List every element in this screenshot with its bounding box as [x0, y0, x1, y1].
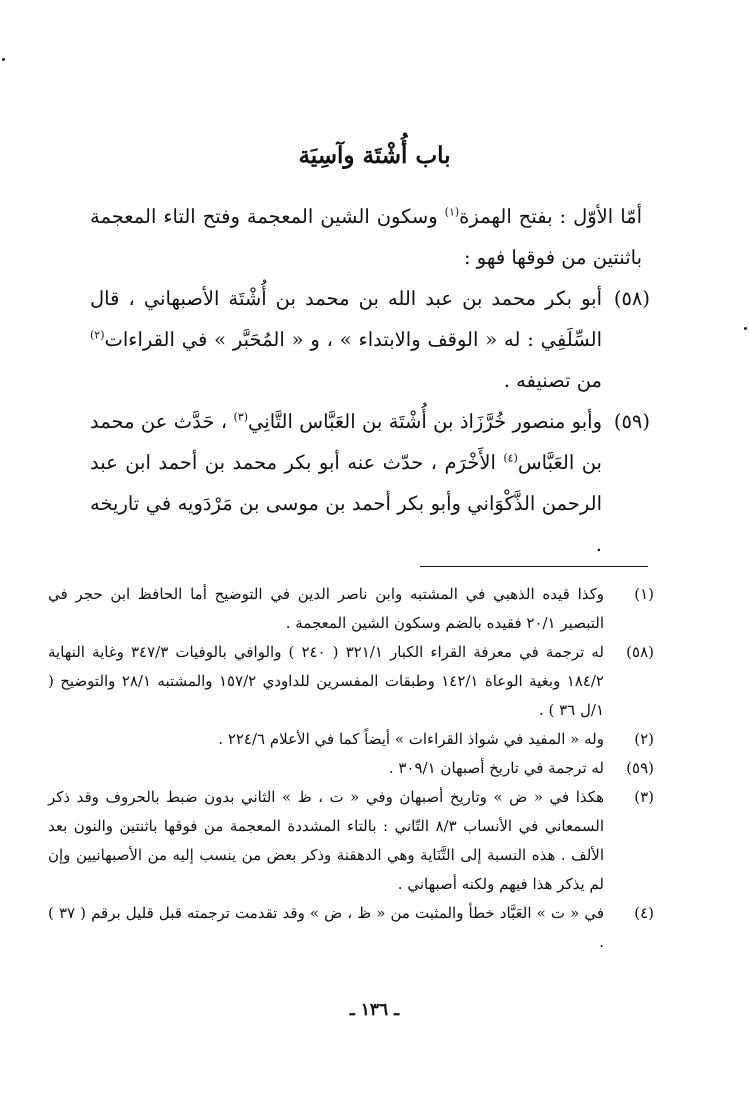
intro-paragraph — [90, 196, 650, 278]
footnote — [48, 899, 654, 957]
entry-text: أبو بكر محمد بن عبد الله بن محمد بن أُشْتَة الأصبهاني ، قال السِّلَفِي : له « الوقف والابتداء » ، و « المُحَبَّر » في القراءات — [90, 287, 602, 351]
entry-body — [90, 401, 602, 565]
footnotes — [48, 580, 654, 957]
footnote-number: (١) — [634, 585, 654, 603]
margin-mark — [2, 58, 5, 61]
footnote-number: (٤) — [634, 904, 654, 922]
footnote-number: (٢) — [634, 730, 654, 748]
footnote-number: (٥٨) — [626, 643, 654, 661]
footnote — [48, 725, 654, 754]
entry-text: ، حَدَّث عن محمد بن العَبَّاس — [90, 410, 602, 474]
footnote — [48, 783, 654, 899]
entry-text: الأَخْرَم ، حدّث عنه أبو بكر محمد بن أحمد ابن عبد الرحمن الذَّكْوَاني وأبو بكر أحمد بن موسى بن مَرْدَويه في تاريخه . — [90, 451, 602, 556]
footnote-ref[interactable]: (٤) — [503, 451, 518, 465]
entry-body — [90, 278, 602, 401]
footnote-number: (٥٩) — [626, 759, 654, 777]
entry-text: وأبو منصور خُرَّزَاذ بن أُشْتَة بن العَبَّاس التَّانِي — [248, 410, 602, 433]
footnote — [48, 754, 654, 783]
footnote-ref[interactable]: (٣) — [233, 410, 249, 424]
entry-number: (٥٩) — [613, 410, 650, 433]
footnote-text: في « ت » العَبَّاد خطأ والمثبت من « ظ ، ض » وقد تقدمت ترجمته قبل قليل برقم ( ٣٧ ) . — [48, 904, 604, 951]
footnote-text: له ترجمة في معرفة القراء الكبار ٣٢١/١ ( ٢٤٠ ) والوافي بالوفيات ٣٤٧/٣ وغاية النهاية ١٨٤/٢ وبغية الوعاة ١٤٢/١ وطبقات المفسرين للداودي ١٥٧/٢ والمشتبه ٢٨/١ والتوضيح ( ١/ل ٣٦ ) . — [48, 643, 604, 719]
chapter-title: باب أُشْتَة وآسِيَة — [298, 142, 451, 169]
main-text — [90, 196, 650, 565]
intro-text: أمّا الأوّل : بفتح الهمزة — [459, 205, 642, 228]
page-number: ـ ١٣٦ ـ — [349, 1000, 400, 1020]
entry-59 — [90, 401, 650, 565]
footnote-ref[interactable]: (١) — [444, 205, 460, 219]
footnote-text: هكذا في « ض » وتاريخ أصبهان وفي « ت ، ظ » الثاني بدون ضبط بالحروف وقد ذكر السمعاني في الأنساب ٨/٣ التّاني : بالتاء المشددة المعجمة من فوقها باثنتين والنون بعد الألف . هذه النسبة إلى التَّنَاية وهي الدهقنة وذكر بعض من ينسب إليه من الأصبهانيين وإن لم يذكر هذا فيهم ولكنه أصبهاني . — [48, 788, 604, 893]
footnote-text: له ترجمة في تاريخ أصبهان ٣٠٩/١ . — [388, 759, 604, 777]
footnote — [48, 638, 654, 725]
entry-number: (٥٨) — [613, 287, 650, 310]
footnote-text: وله « المفيد في شواذ القراءات » أيضاً كما في الأعلام ٢٢٤/٦ . — [218, 730, 604, 748]
footnote-number: (٣) — [634, 788, 654, 806]
margin-mark — [744, 327, 747, 330]
footnote — [48, 580, 654, 638]
footnote-ref[interactable]: (٢) — [90, 328, 105, 342]
intro-text: المعجمة باثنتين من فوقها فهو : — [90, 205, 642, 269]
footnote-text: وكذا قيده الذهبي في المشتبه وابن ناصر الدين في التوضيح أما الحافظ ابن حجر في التبصير ٢٠/١ فقيده بالضم وسكون الشين المعجمة . — [48, 585, 604, 632]
entry-58 — [90, 278, 650, 401]
footnote-divider — [420, 566, 648, 567]
intro-text: وسكون الشين المعجمة وفتح التاء — [163, 205, 445, 228]
entry-text: من تصنيفه . — [503, 369, 602, 392]
